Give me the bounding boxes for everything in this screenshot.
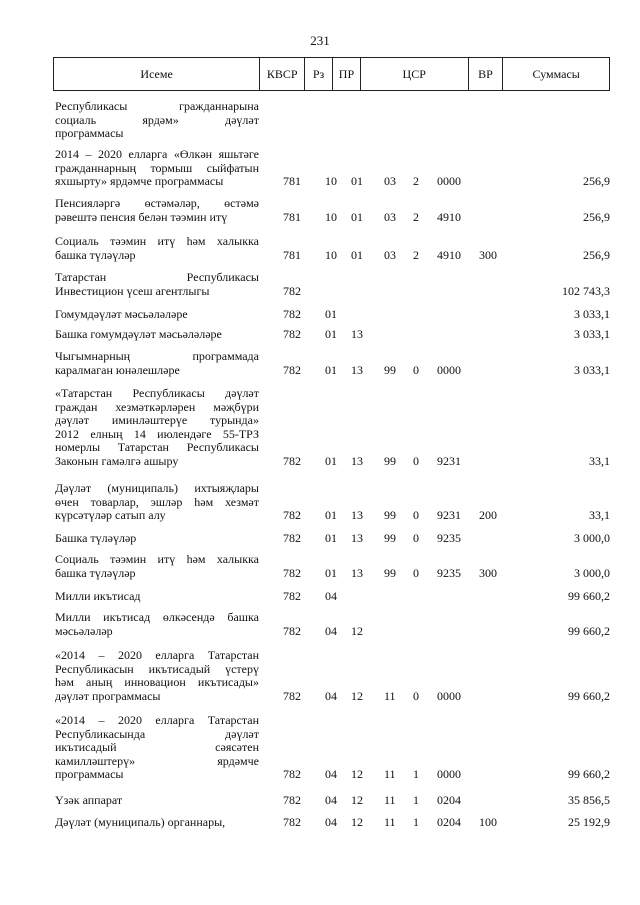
- cell-csr3: 0204: [437, 815, 461, 829]
- cell-csr1: 99: [384, 362, 396, 377]
- cell-csr2: 0: [413, 688, 419, 703]
- row-name: [55, 197, 259, 224]
- cell-csr1: 11: [384, 767, 396, 781]
- row-name-line: Үзәк аппарат: [55, 793, 123, 807]
- cell-csr3: 9231: [437, 508, 461, 522]
- row-name-line: Законын гамәлгә ашыру: [55, 453, 179, 468]
- cell-sum: 3 000,0: [574, 565, 610, 580]
- cell-csr2: 0: [413, 453, 419, 468]
- cell-csr2: 2: [413, 174, 419, 188]
- row-name: [55, 271, 259, 298]
- row-name-line: Республикасында дәүләт: [55, 726, 259, 741]
- row-name-line: мәсьәләләр: [55, 623, 113, 638]
- cell-vr: 100: [479, 815, 497, 829]
- cell-vr: 300: [479, 565, 497, 580]
- cell-sum: 33,1: [589, 508, 610, 522]
- table-row: [53, 350, 610, 377]
- row-name-line: Республикасы гражданнарына: [55, 99, 259, 113]
- cell-csr1: 11: [384, 793, 396, 807]
- cell-pr: 01: [351, 209, 363, 224]
- row-name-line: «2014 – 2020 елларга Татарстан: [55, 713, 259, 727]
- cell-rz: 01: [325, 327, 337, 341]
- row-name-line: күрсәтүләр сатып алу: [55, 508, 166, 522]
- row-name-line: Башка түләүләр: [55, 531, 137, 545]
- cell-csr2: 0: [413, 531, 419, 545]
- cell-csr3: 0000: [437, 688, 461, 703]
- cell-kvsr: 782: [283, 793, 301, 807]
- cell-csr1: 99: [384, 531, 396, 545]
- row-name: [55, 328, 259, 342]
- cell-pr: 12: [351, 793, 363, 807]
- cell-csr2: 0: [413, 508, 419, 522]
- cell-kvsr: 781: [283, 174, 301, 188]
- table-row: [53, 100, 610, 141]
- cell-rz: 01: [325, 453, 337, 468]
- header-kvsr: КВСР: [260, 58, 305, 90]
- row-name-line: гражданнарның тормыш сыйфатын: [55, 160, 259, 175]
- header-rz: Рз: [305, 58, 333, 90]
- cell-pr: 01: [351, 174, 363, 188]
- header-pr: ПР: [333, 58, 361, 90]
- row-name-line: Чыгымнарның программада: [55, 349, 259, 363]
- cell-csr1: 99: [384, 508, 396, 522]
- table-row: [53, 611, 610, 638]
- cell-pr: 12: [351, 767, 363, 781]
- table-row: [53, 553, 610, 580]
- cell-rz: 04: [325, 767, 337, 781]
- table-row: [53, 235, 610, 262]
- row-name: [55, 532, 259, 546]
- cell-kvsr: 782: [283, 688, 301, 703]
- row-name-line: икътисадый сәясәтен: [55, 740, 259, 754]
- table-row: [53, 649, 610, 703]
- cell-csr1: 03: [384, 174, 396, 188]
- row-name-line: башка түләүләр: [55, 565, 136, 580]
- cell-csr2: 1: [413, 793, 419, 807]
- row-name: [55, 350, 259, 377]
- cell-csr1: 03: [384, 209, 396, 224]
- table-row: [53, 387, 610, 468]
- row-name-line: өчен товарлар, эшләр һәм хезмәт: [55, 494, 259, 509]
- table-row: [53, 308, 610, 322]
- cell-csr2: 2: [413, 247, 419, 262]
- cell-pr: 13: [351, 508, 363, 522]
- row-name-line: 2012 елның 14 июлендәге 55-ТРЗ: [55, 426, 259, 441]
- cell-csr3: 9231: [437, 453, 461, 468]
- cell-sum: 33,1: [589, 453, 610, 468]
- row-name: [55, 553, 259, 580]
- row-name-line: номерлы Татарстан Республикасы: [55, 440, 259, 454]
- cell-kvsr: 782: [283, 815, 301, 829]
- cell-sum: 25 192,9: [568, 815, 610, 829]
- cell-rz: 10: [325, 174, 337, 188]
- cell-csr3: 9235: [437, 565, 461, 580]
- row-name-line: Социаль тәэмин итү һәм халыкка: [55, 552, 259, 566]
- cell-sum: 3 033,1: [574, 327, 610, 341]
- row-name-line: «2014 – 2020 елларга Татарстан: [55, 648, 259, 662]
- cell-csr3: 9235: [437, 531, 461, 545]
- cell-pr: 12: [351, 815, 363, 829]
- cell-rz: 01: [325, 508, 337, 522]
- table-row: [53, 271, 610, 298]
- cell-rz: 01: [325, 565, 337, 580]
- cell-csr1: 11: [384, 688, 396, 703]
- row-name: [55, 611, 259, 638]
- header-vr: ВР: [469, 58, 504, 90]
- row-name-line: 2014 – 2020 елларга «Өлкән яшьтәге: [55, 147, 259, 161]
- row-name-line: Пенсияләргә өстәмәләр, өстәмә: [55, 196, 259, 210]
- cell-rz: 01: [325, 531, 337, 545]
- header-sum: Суммасы: [532, 66, 580, 81]
- table-row: [53, 532, 610, 546]
- cell-csr2: 0: [413, 565, 419, 580]
- cell-pr: 13: [351, 531, 363, 545]
- table-row: [53, 328, 610, 342]
- cell-sum: 3 033,1: [574, 307, 610, 321]
- cell-sum: 99 660,2: [568, 589, 610, 603]
- cell-csr2: 1: [413, 815, 419, 829]
- cell-kvsr: 782: [283, 508, 301, 522]
- cell-sum: 256,9: [583, 174, 610, 188]
- cell-csr3: 4910: [437, 247, 461, 262]
- cell-sum: 99 660,2: [568, 688, 610, 703]
- row-name-line: программасы: [55, 767, 124, 781]
- cell-rz: 10: [325, 247, 337, 262]
- cell-sum: 102 743,3: [562, 283, 610, 298]
- cell-csr3: 4910: [437, 209, 461, 224]
- cell-rz: 04: [325, 815, 337, 829]
- cell-sum: 99 660,2: [568, 767, 610, 781]
- row-name: [55, 482, 259, 523]
- cell-csr1: 03: [384, 247, 396, 262]
- cell-csr3: 0000: [437, 174, 461, 188]
- table-row: [53, 590, 610, 604]
- row-name-line: Гомумдәүләт мәсьәләләре: [55, 307, 188, 321]
- cell-sum: 3 000,0: [574, 531, 610, 545]
- cell-csr1: 11: [384, 815, 396, 829]
- cell-kvsr: 782: [283, 531, 301, 545]
- row-name-line: Башка гомумдәүләт мәсьәләләре: [55, 327, 222, 341]
- row-name: [55, 387, 259, 468]
- cell-csr2: 0: [413, 362, 419, 377]
- row-name-line: граждан хезмәткәрләрен мәҗбүри: [55, 399, 259, 414]
- table-row: [53, 482, 610, 523]
- cell-pr: 13: [351, 362, 363, 377]
- row-name-line: яхшырту» ярдәмче программасы: [55, 174, 224, 188]
- cell-sum: 99 660,2: [568, 623, 610, 638]
- table-row: [53, 714, 610, 782]
- cell-kvsr: 782: [283, 307, 301, 321]
- cell-kvsr: 782: [283, 327, 301, 341]
- cell-pr: 13: [351, 327, 363, 341]
- row-name: [55, 794, 259, 808]
- table-row: [53, 197, 610, 224]
- row-name: [55, 235, 259, 262]
- cell-kvsr: 781: [283, 247, 301, 262]
- cell-rz: 10: [325, 209, 337, 224]
- cell-kvsr: 782: [283, 767, 301, 781]
- cell-csr1: 99: [384, 453, 396, 468]
- row-name: [55, 649, 259, 703]
- cell-sum: 3 033,1: [574, 362, 610, 377]
- cell-sum: 256,9: [583, 247, 610, 262]
- header-csr: ЦСР: [361, 58, 469, 90]
- cell-kvsr: 781: [283, 209, 301, 224]
- cell-kvsr: 782: [283, 453, 301, 468]
- row-name-line: Социаль тәэмин итү һәм халыкка: [55, 234, 259, 248]
- page-number: 231: [310, 33, 330, 48]
- row-name: [55, 816, 259, 830]
- cell-pr: 12: [351, 623, 363, 638]
- cell-csr1: 99: [384, 565, 396, 580]
- cell-vr: 200: [479, 508, 497, 522]
- row-name: [55, 714, 259, 782]
- cell-sum: 35 856,5: [568, 793, 610, 807]
- table-row: [53, 794, 610, 808]
- header-name: Исеме: [54, 58, 260, 90]
- cell-pr: 01: [351, 247, 363, 262]
- cell-pr: 13: [351, 453, 363, 468]
- row-name: [55, 308, 259, 322]
- cell-pr: 13: [351, 565, 363, 580]
- cell-sum: 256,9: [583, 209, 610, 224]
- table-header: [53, 57, 610, 91]
- row-name-line: рәвештә пенсия белән тәэмин итү: [55, 209, 228, 224]
- cell-pr: 12: [351, 688, 363, 703]
- cell-rz: 04: [325, 688, 337, 703]
- row-name-line: Республикасын икътисадый үстерү: [55, 661, 259, 676]
- row-name: [55, 100, 259, 141]
- cell-kvsr: 782: [283, 283, 301, 298]
- row-name-line: программасы: [55, 126, 124, 140]
- row-name-line: каралмаган юнәлешләре: [55, 362, 180, 377]
- cell-csr2: 1: [413, 767, 419, 781]
- row-name-line: Дәүләт (муниципаль) органнары,: [55, 815, 226, 829]
- cell-kvsr: 782: [283, 362, 301, 377]
- row-name-line: Дәүләт (муниципаль) ихтыяҗлары: [55, 481, 259, 495]
- table-row: [53, 816, 610, 830]
- cell-rz: 04: [325, 793, 337, 807]
- cell-kvsr: 782: [283, 623, 301, 638]
- row-name-line: һәм аның инновацион икътисады»: [55, 675, 259, 689]
- table-row: [53, 148, 610, 189]
- row-name-line: «Татарстан Республикасы дәүләт: [55, 386, 259, 400]
- row-name-line: камилләштерү» ярдәмче: [55, 753, 259, 768]
- cell-csr3: 0204: [437, 793, 461, 807]
- row-name: [55, 148, 259, 189]
- row-name: [55, 590, 259, 604]
- row-name-line: Милли икътисад: [55, 589, 141, 603]
- row-name-line: дәүләт программасы: [55, 688, 161, 703]
- row-name-line: Инвестицион үсеш агентлыгы: [55, 283, 210, 298]
- row-name-line: социаль ярдәм» дәүләт: [55, 112, 259, 127]
- cell-rz: 04: [325, 623, 337, 638]
- row-name-line: дәүләт иминләштерүе турында»: [55, 413, 259, 427]
- cell-kvsr: 782: [283, 565, 301, 580]
- cell-csr2: 2: [413, 209, 419, 224]
- row-name-line: Милли икътисад өлкәсендә башка: [55, 610, 259, 624]
- row-name-line: Татарстан Республикасы: [55, 270, 259, 284]
- cell-csr3: 0000: [437, 767, 461, 781]
- cell-csr3: 0000: [437, 362, 461, 377]
- cell-kvsr: 782: [283, 589, 301, 603]
- cell-rz: 01: [325, 307, 337, 321]
- row-name-line: башка түләүләр: [55, 247, 136, 262]
- cell-rz: 04: [325, 589, 337, 603]
- cell-vr: 300: [479, 247, 497, 262]
- cell-rz: 01: [325, 362, 337, 377]
